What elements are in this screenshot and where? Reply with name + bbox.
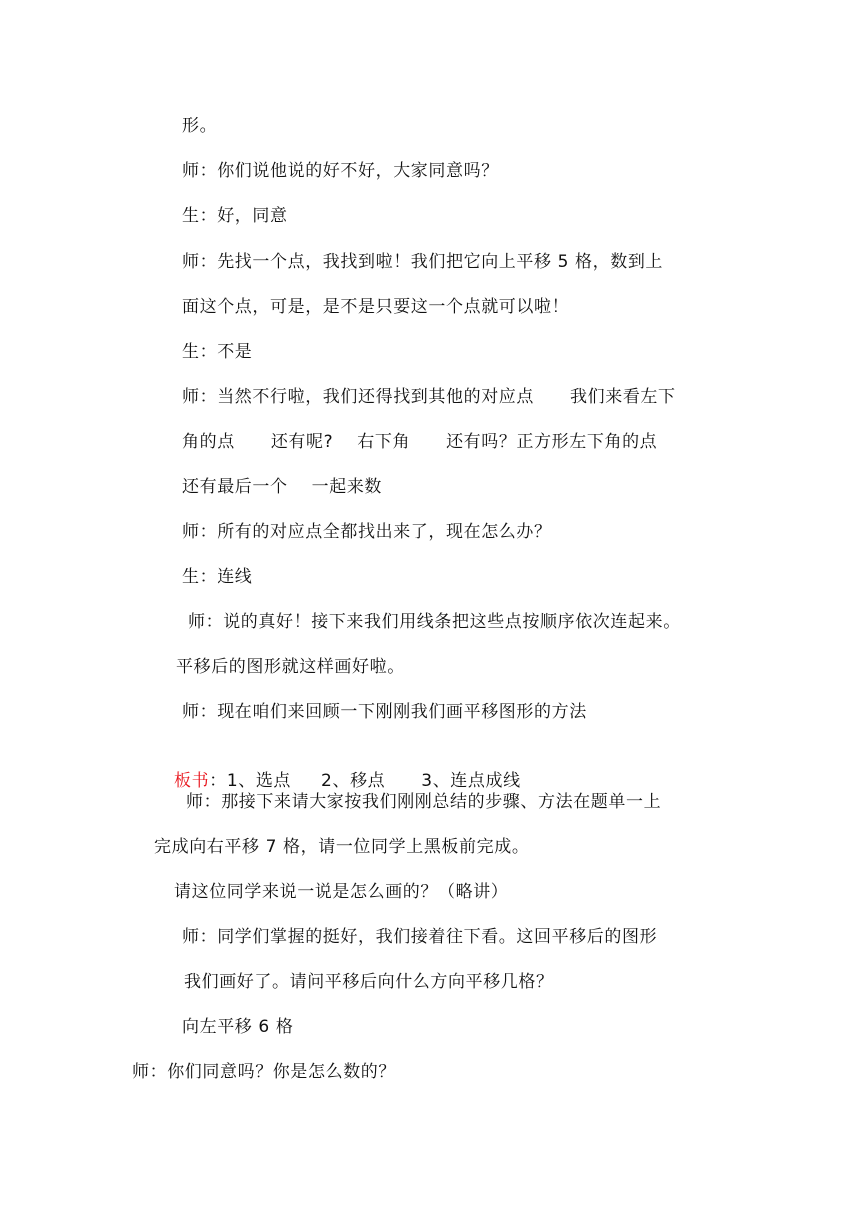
text-line: 生：连线 [182,567,253,587]
text-line: 师：现在咱们来回顾一下刚刚我们画平移图形的方法 [182,702,587,722]
text-line: 师：你们同意吗？你是怎么数的？ [132,1062,396,1082]
text-line: 完成向右平移 7 格，请一位同学上黑板前完成。 [154,837,530,857]
text-line: 师：先找一个点，我找到啦！我们把它向上平移 5 格，数到上 [182,252,664,272]
text-line: 还有最后一个 一起来数 [182,477,383,497]
text-line: 平移后的图形就这样画好啦。 [176,657,405,677]
text-line: 师：当然不行啦，我们还得找到其他的对应点 我们来看左下 [182,387,676,407]
text-line: 师：说的真好！接下来我们用线条把这些点按顺序依次连起来。 [188,612,681,632]
board-steps: ：1、选点 2、移点 3、连点成线 [209,771,521,791]
text-line: 形。 [182,116,218,136]
text-line: 向左平移 6 格 [182,1017,294,1037]
text-line: 生：好，同意 [182,206,288,226]
text-line: 师：所有的对应点全都找出来了，现在怎么办？ [182,522,552,542]
text-line: 面这个点，可是，是不是只要这一个点就可以啦！ [182,297,570,317]
board-label: 板书 [174,771,210,791]
text-line: 师：那接下来请大家按我们刚刚总结的步骤、方法在题单一上 [186,792,662,812]
text-line: 请这位同学来说一说是怎么画的？（略讲） [174,882,509,902]
text-line: 我们画好了。请问平移后向什么方向平移几格？ [184,972,554,992]
text-line: 生：不是 [182,342,253,362]
text-line: 师：同学们掌握的挺好，我们接着往下看。这回平移后的图形 [182,927,658,947]
text-line: 角的点 还有呢? 右下角 还有吗？正方形左下角的点 [182,432,658,452]
text-line: 师：你们说他说的好不好，大家同意吗？ [182,161,499,181]
